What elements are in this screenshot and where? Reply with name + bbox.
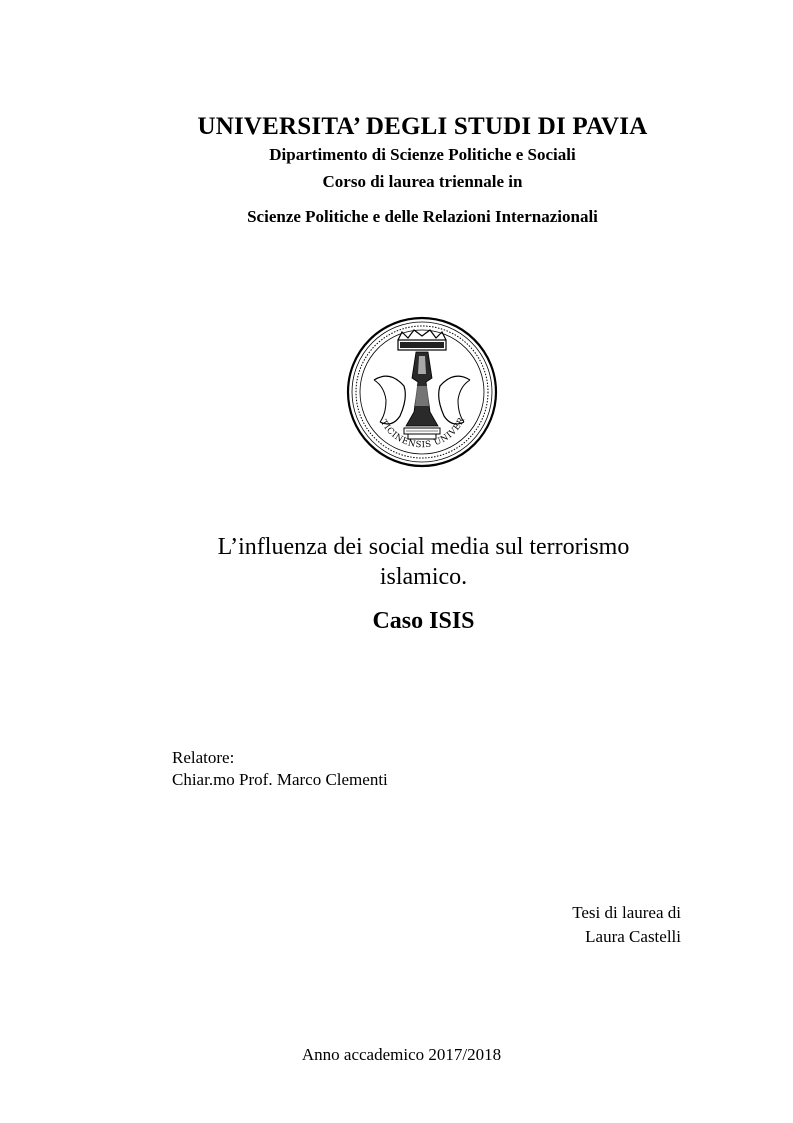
thesis-title-line-2: islamico. bbox=[379, 564, 468, 590]
thesis-subtitle: Caso ISIS bbox=[372, 608, 475, 634]
university-seal-icon bbox=[346, 316, 498, 468]
supervisor-label: Relatore: bbox=[172, 748, 235, 767]
author-label: Tesi di laurea di bbox=[572, 903, 681, 922]
thesis-title-line-1: L’influenza dei social media sul terrorismo bbox=[217, 534, 630, 560]
supervisor-name: Chiar.mo Prof. Marco Clementi bbox=[172, 770, 388, 789]
department-name: Dipartimento di Scienze Politiche e Sociali bbox=[269, 145, 576, 164]
university-name: UNIVERSITA’ DEGLI STUDI DI PAVIA bbox=[197, 113, 648, 140]
course-name: Scienze Politiche e delle Relazioni Internazionali bbox=[247, 207, 598, 226]
academic-year: Anno accademico 2017/2018 bbox=[301, 1045, 502, 1064]
author-name: Laura Castelli bbox=[585, 927, 681, 946]
course-type: Corso di laurea triennale in bbox=[322, 172, 523, 191]
svg-text:ALMA TICINENSIS UNIVERSITAS: TICINENSIS UNIVER bbox=[378, 415, 468, 451]
